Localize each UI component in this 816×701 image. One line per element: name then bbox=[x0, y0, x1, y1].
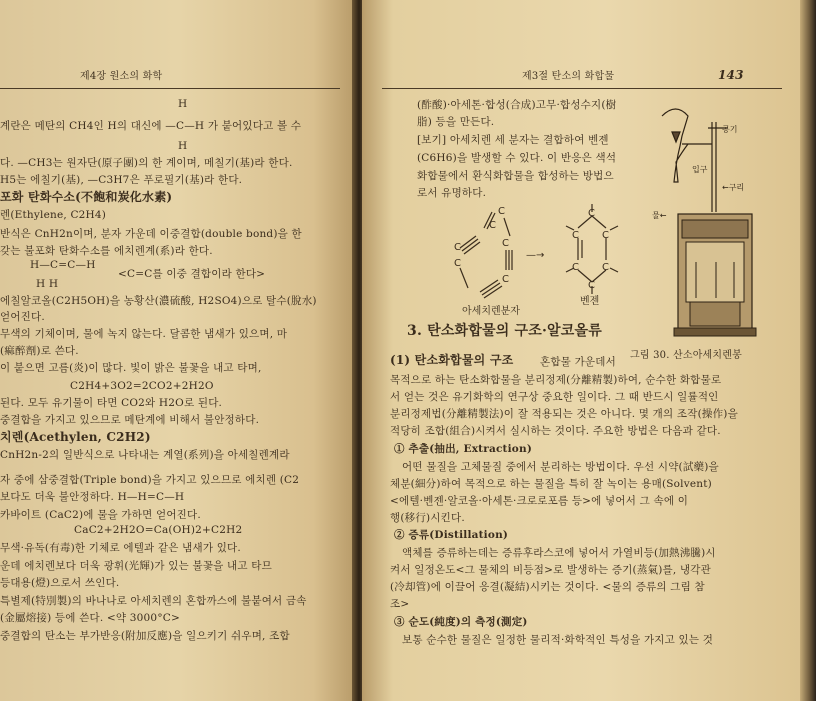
text-line: 중결합을 가지고 있으므로 메탄계에 비해서 불안정하다. bbox=[0, 414, 260, 426]
item-heading: ③ 순도(純度)의 측정(測定) bbox=[394, 616, 528, 628]
text-line: 무색·유독(有毒)한 기체로 에텔과 같은 냄새가 있다. bbox=[0, 542, 241, 554]
carbon-atom: C bbox=[588, 208, 595, 219]
equation: C2H4+3O2=2CO2+2H2O bbox=[70, 380, 214, 392]
text-line: 로서 유명하다. bbox=[417, 187, 487, 199]
text-line: 렌(Ethylene, C2H4) bbox=[0, 209, 107, 221]
carbon-atom: C bbox=[502, 238, 509, 249]
right-header-rule bbox=[382, 88, 782, 89]
text-line: (金屬熔接) 등에 쓴다. <약 3000°C> bbox=[0, 612, 180, 624]
text-line: 에칠알코올(C2H5OH)을 농황산(濃硫酸, H2SO4)으로 탈수(脫水) bbox=[0, 295, 317, 307]
label-inlet: 입구 bbox=[692, 165, 708, 174]
text-line: 된다. 모두 유기물이 타면 CO2와 H2O로 된다. bbox=[0, 397, 223, 409]
text-line: 다. —CH3는 원자단(原子團)의 한 계이며, 메칠기(基)라 한다. bbox=[0, 157, 293, 169]
left-header-rule bbox=[0, 88, 340, 89]
label-water: 물← bbox=[652, 211, 667, 220]
right-page bbox=[362, 0, 802, 701]
equation: CaC2+2H2O=Ca(OH)2+C2H2 bbox=[74, 524, 243, 536]
item-heading: ② 증류(Distillation) bbox=[394, 529, 509, 541]
text-line: 조> bbox=[390, 598, 410, 610]
item-heading: ① 추출(抽出, Extraction) bbox=[394, 443, 533, 455]
acetylene-to-benzene-diagram bbox=[442, 198, 642, 320]
text-line: H bbox=[178, 140, 188, 152]
text-line: 보통 순수한 물질은 일정한 물리적·화학적인 특성을 가지고 있는 것 bbox=[402, 634, 714, 646]
text-line: (痲醉劑)로 쓴다. bbox=[0, 345, 79, 357]
reaction-arrow: —→ bbox=[526, 250, 545, 261]
text-line: 행(移行)시킨다. bbox=[390, 512, 465, 524]
left-page bbox=[0, 0, 356, 701]
text-line: 적당히 조합(組合)시켜서 실시하는 것이다. 주요한 방법은 다음과 같다. bbox=[390, 425, 721, 437]
text-line: (C6H6)을 발생할 수 있다. 이 반응은 색석 bbox=[417, 152, 617, 164]
label-outlet: ←구리 bbox=[722, 183, 745, 192]
text-line: 이 붙으면 고름(炎)이 많다. 빛이 밝은 불꽃을 내고 타며, bbox=[0, 362, 262, 374]
oxyacetylene-apparatus-illustration bbox=[652, 102, 772, 346]
text-line: 목적으로 하는 탄소화합물을 분리정제(分離精製)하여, 순수한 화합물로 bbox=[390, 374, 722, 386]
text-line: 갖는 불포화 탄화수소를 에치렌계(系)라 한다. bbox=[0, 245, 213, 257]
text-line: 얻어진다. bbox=[0, 311, 45, 323]
text-line: 액체를 증류하는데는 증류후라스코에 넣어서 가열비등(加熱沸騰)시 bbox=[402, 547, 716, 559]
benzene-caption: 벤젠 bbox=[580, 296, 600, 307]
carbon-atom: C bbox=[489, 220, 496, 231]
carbon-atom: C bbox=[602, 230, 609, 241]
subsection-title: (1) 탄소화합물의 구조 bbox=[390, 353, 514, 367]
text-line: H bbox=[178, 98, 188, 110]
text-line: 무색의 기체이며, 물에 녹지 않는다. 달콤한 냄새가 있으며, 마 bbox=[0, 328, 288, 340]
carbon-atom: C bbox=[454, 258, 461, 269]
text-line: CnH2n-2의 일반식으로 나타내는 계열(系列)을 아세칠렌계라 bbox=[0, 449, 290, 461]
text-line: [보기] 아세치렌 세 분자는 결합하여 벤젠 bbox=[417, 134, 609, 146]
left-page-header: 제4장 원소의 화학 bbox=[80, 71, 163, 82]
acetylene-caption: 아세치렌분자 bbox=[462, 306, 520, 317]
text-line: (冷却管)에 이끌어 응결(凝結)시키는 것이다. <물의 증류의 그림 참 bbox=[390, 581, 705, 593]
text-line: 체분(細分)하여 목적으로 하는 물질을 특히 잘 녹이는 용매(Solvent) bbox=[390, 478, 712, 490]
text-line: 켜서 일정온도<그 물체의 비등점>로 발생하는 증기(蒸氣)를, 냉각관 bbox=[390, 564, 711, 576]
text-line: 어떤 물질을 고체물질 중에서 분리하는 방법이다. 우선 시약(試藥)을 bbox=[402, 461, 719, 473]
text-line: 혼합물 가운데서 bbox=[540, 356, 616, 368]
text-line: <C=C를 이중 결합이라 한다> bbox=[118, 268, 266, 280]
text-line: H5는 에칠기(基), —C3H7은 푸로필기(基)라 한다. bbox=[0, 174, 243, 186]
carbon-atom: C bbox=[588, 280, 595, 291]
label-air-in: 공기 bbox=[722, 125, 738, 134]
carbon-atom: C bbox=[502, 274, 509, 285]
text-line: 화합물에서 환식화합물을 합성하는 방법으 bbox=[417, 170, 614, 182]
left-section-heading: 포화 탄화수소(不飽和炭化水素) bbox=[0, 190, 173, 204]
carbon-atom: C bbox=[572, 262, 579, 273]
text-line: 脂) 등을 만든다. bbox=[417, 116, 495, 128]
text-line: <에텔·벤젠·알코올·아세톤·크로로포름 등>에 넣어서 그 속에 이 bbox=[390, 495, 689, 507]
text-line: 분리정제법(分離精製法)이 잘 적용되는 것은 아니다. 몇 개의 조작(操作)을 bbox=[390, 408, 738, 420]
text-line: 서 얻는 것은 유기화학의 연구상 중요한 일이다. 그 때 반드시 일률적인 bbox=[390, 391, 719, 403]
text-line: 중결합의 탄소는 부가반응(附加反應)을 일으키기 쉬우며, 조합 bbox=[0, 630, 290, 642]
page-number: 143 bbox=[718, 68, 744, 82]
text-line: 등대용(燈)으로서 쓰인다. bbox=[0, 577, 120, 589]
carbon-atom: C bbox=[498, 206, 505, 217]
text-line: 반식은 CnH2n이며, 분자 가운데 이중결합(double bond)을 한 bbox=[0, 228, 302, 240]
text-line: 보다도 더욱 불안정하다. H—H=C—H bbox=[0, 491, 185, 503]
left-subheading: 치렌(Acethylen, C2H2) bbox=[0, 430, 151, 444]
text-line: (酢酸)·아세톤·합성(合成)고무·합성수지(樹 bbox=[417, 99, 617, 111]
right-page-header: 제3절 탄소의 화합물 bbox=[522, 71, 615, 82]
ethylene-formula-h: H H bbox=[36, 278, 59, 290]
carbon-atom: C bbox=[572, 230, 579, 241]
text-line: 자 중에 삼중결합(Triple bond)을 가지고 있으므로 에치렌 (C2 bbox=[0, 474, 300, 486]
carbon-atom: C bbox=[454, 242, 461, 253]
book-edge bbox=[800, 0, 816, 701]
section-title: 3. 탄소화합물의 구조·알코올류 bbox=[407, 323, 602, 339]
text-line: 카바이트 (CaC2)에 물을 가하면 얻어진다. bbox=[0, 509, 201, 521]
text-line: 특별제(特別製)의 바나나로 아세치렌의 혼합까스에 불붙여서 금속 bbox=[0, 595, 307, 607]
text-line: 계란은 메탄의 CH4인 H의 대신에 —C—H 가 붙어있다고 볼 수 bbox=[0, 120, 302, 132]
text-line: 운데 에치렌보다 더욱 광휘(光輝)가 있는 불꽃을 내고 타므 bbox=[0, 560, 272, 572]
figure-caption: 그림 30. 산소아세치렌봉 bbox=[630, 350, 743, 361]
ethylene-formula: H—C=C—H bbox=[30, 259, 96, 271]
carbon-atom: C bbox=[602, 262, 609, 273]
